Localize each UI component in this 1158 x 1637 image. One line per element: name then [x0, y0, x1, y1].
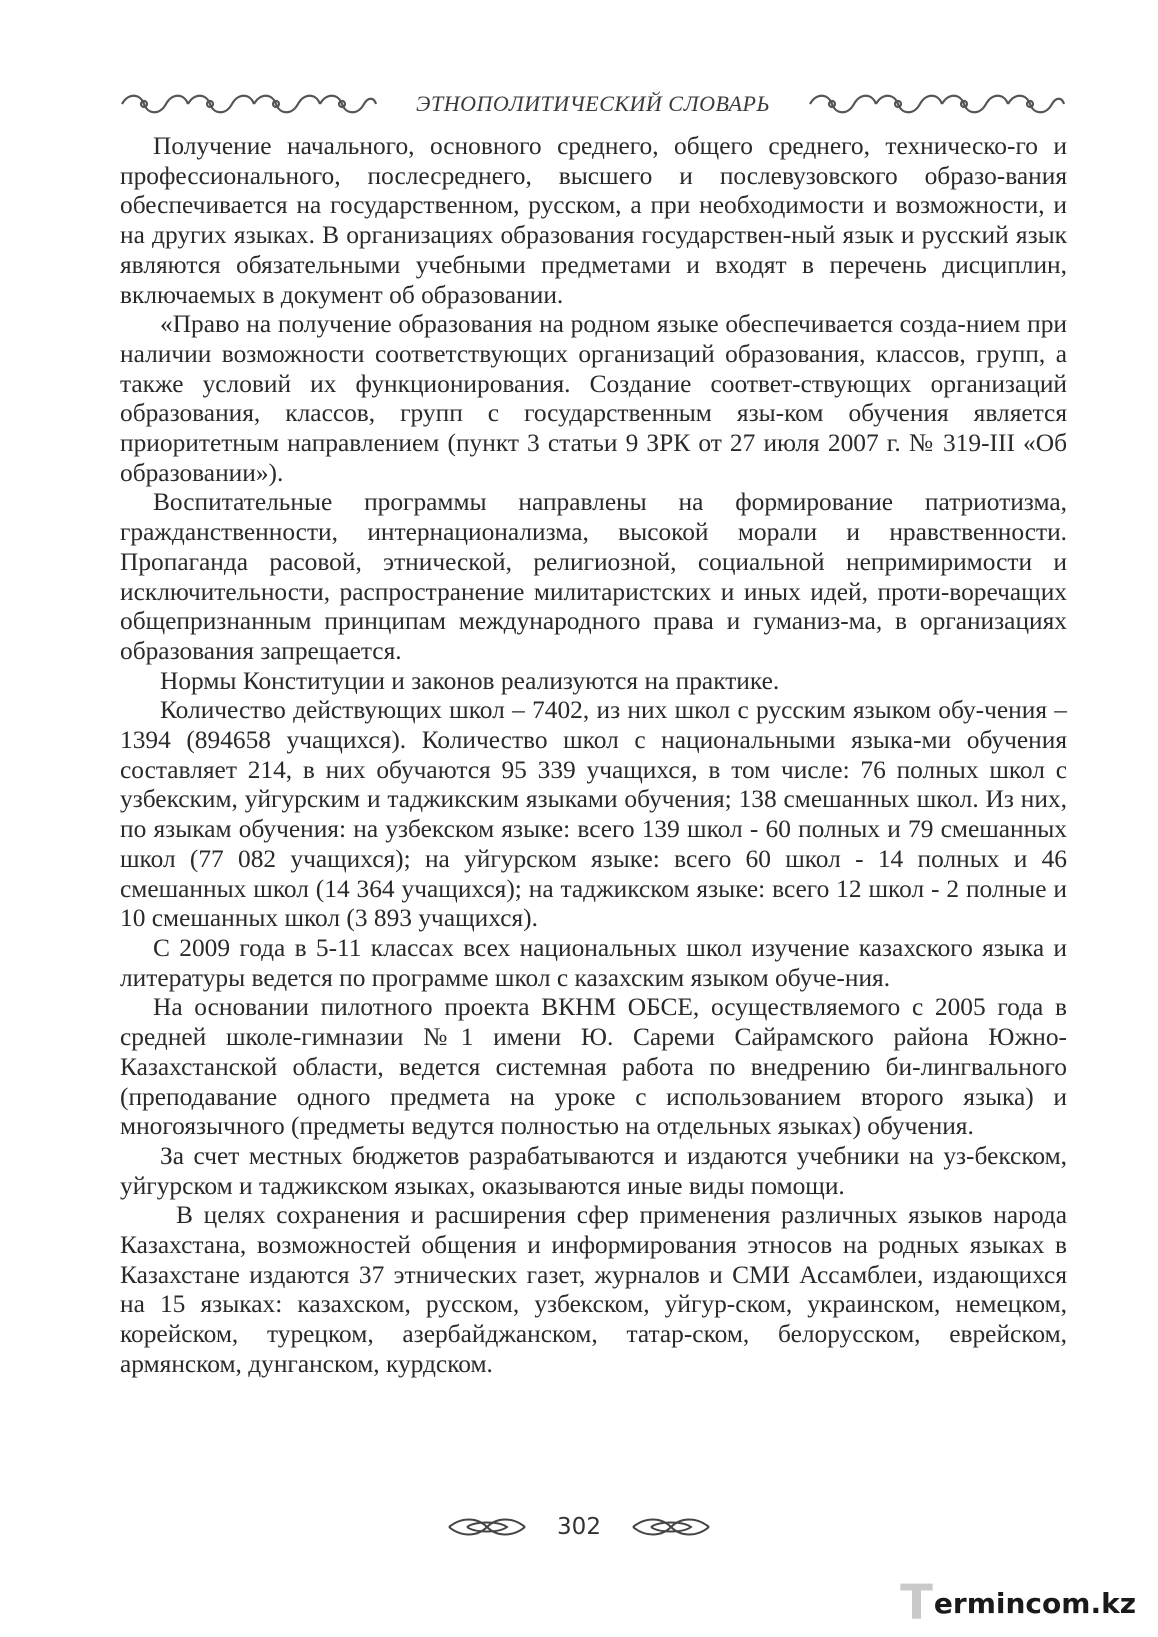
right-ornament-icon — [806, 91, 1068, 117]
running-header — [118, 84, 1068, 124]
watermark-initial: T — [900, 1575, 933, 1631]
right-swirl-icon — [631, 1515, 711, 1539]
watermark-logo — [900, 1575, 1136, 1631]
header-title: ЭТНОПОЛИТИЧЕСКИЙ СЛОВАРЬ — [416, 91, 770, 116]
paragraph-4: Нормы Конституции и законов реализуются на практике. — [160, 666, 780, 695]
paragraph-2: «Право на получение образования на родном языке обеспечивается созда-нием при наличии возможности соответствующих организаций образования, классов, групп, а также условий их функционирования. Создание соответ-ствующих организаций образования, классов, групп с государственным язы-ком обучения является приоритетным направлением (пункт 3 статьи 9 ЗРК от 27 июля 2007 г. № 319-III «Об образовании»). — [120, 310, 1067, 487]
left-ornament-icon — [118, 91, 380, 117]
paragraph-1: Получение начального, основного среднего, общего среднего, техническо-го и профессионального, послесреднего, высшего и послевузовского образо-вания обеспечивается на государственном, русском, а при необходимости и возможности, и на других языках. В организациях образования государствен-ный язык и русский язык являются обязательными учебными предметами и входят в перечень дисциплин, включаемых в документ об образовании. — [120, 132, 1067, 309]
left-swirl-icon — [447, 1515, 527, 1539]
paragraph-7: На основании пилотного проекта ВКНМ ОБСЕ, осуществляемого с 2005 года в средней школе-гимназии №1 имени Ю. Сареми Сайрамского района Южно-Казахстанской области, ведется системная работа по внедрению би-лингвального (преподавание одного предмета на уроке с использованием второго языка) и многоязычного (предметы ведутся полностью на отдельных языках) обучения. — [120, 993, 1067, 1141]
paragraph-5: Количество действующих школ – 7402, из них школ с русским языком обу-чения – 1394 (894658 учащихся). Количество школ с национальными языка-ми обучения составляет 214, в них обучаются 95 339 учащихся, в том числе: 76 полных школ с узбекским, уйгурским и таджикским языками обучения; 138 смешанных школ. Из них, по языкам обучения: на узбекском языке: всего 139 школ - 60 полных и 79 смешанных школ (77 082 учащихся); на уйгурском языке: всего 60 школ - 14 полных и 46 смешанных школ (14 364 учащихся); на таджикском языке: всего 12 школ - 2 полные и 10 смешанных школ (3 893 учащихся). — [120, 696, 1067, 933]
paragraph-9: В целях сохранения и расширения сфер применения различных языков народа Казахстана, возможностей общения и информирования этносов на родных языках в Казахстане издаются 37 этнических газет, журналов и СМИ Ассамблеи, издающихся на 15 языках: казахском, русском, узбекском, уйгур-ском, украинском, немецком, корейском, турецком, азербайджанском, татар-ском, белорусском, еврейском, армянском, дунганском, курдском. — [120, 1201, 1067, 1378]
paragraph-3: Воспитательные программы направлены на формирование патриотизма, гражданственности, интернационализма, высокой морали и нравственности. Пропаганда расовой, этнической, религиозной, социальной непримиримости и исключительности, распространение милитаристских и иных идей, проти-воречащих общепризнанным принципам международного права и гуманиз-ма, в организациях образования запрещается. — [120, 488, 1067, 665]
paragraph-8: За счет местных бюджетов разрабатываются и издаются учебники на уз-бекском, уйгурском и таджикском языках, оказываются иные виды помощи. — [120, 1141, 1067, 1200]
page-number: 302 — [557, 1514, 601, 1540]
watermark-text: ermincom.kz — [933, 1586, 1136, 1620]
page-body — [120, 132, 1067, 1380]
paragraph-6: С 2009 года в 5-11 классах всех национальных школ изучение казахского языка и литературы ведется по программе школ с казахским языком обуче-ния. — [120, 933, 1067, 992]
page-footer — [0, 1505, 1158, 1549]
